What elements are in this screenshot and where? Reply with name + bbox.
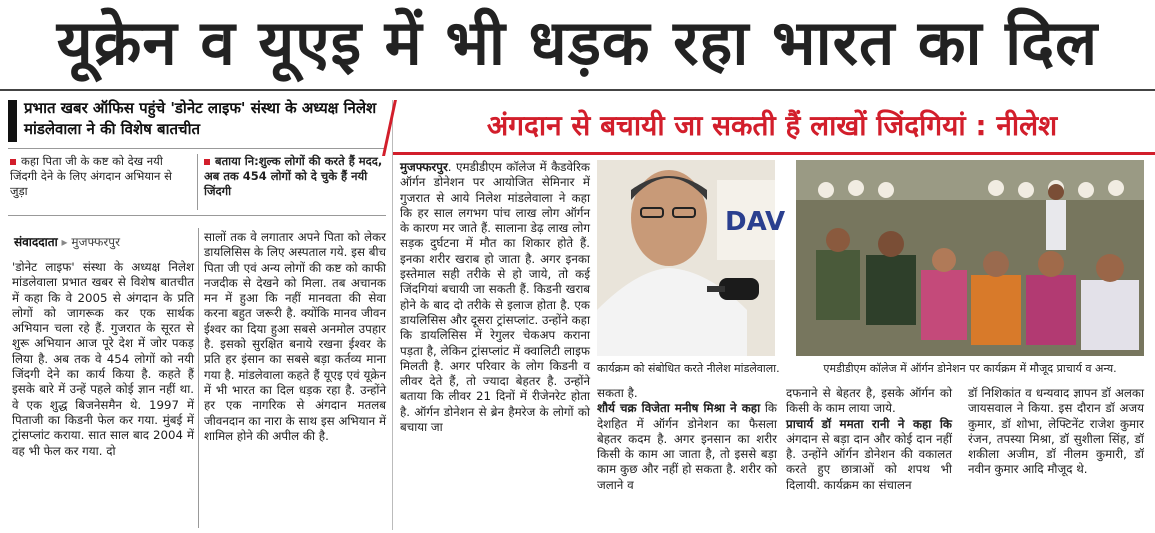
right-col-a: [400, 160, 590, 530]
title-rule: [393, 152, 1155, 155]
right-col-a-text: . एमडीडीएम कॉलेज में कैडवेरिक ऑर्गन डोनेशन पर आयोजित सेमिनार में गुजरात से आये निलेश मांडलेवाला ने कहा कि हर साल लगभग पांच लाख लोग ऑर्गन के कारण मर जाते हैं. सालाना डेढ़ लाख लोग सड़क दुर्घटना में मौत का शिकार होते हैं. इनका शरीर खराब हो जाता है. अगर इनका इस्तेमाल सही तरीके से हो जाये, तो कई जिंदगियां बचायी जा सकती हैं. किडनी खराब होने के बाद दो तरीके से इलाज होता है. एक डायलिसिस और दूसरा ट्रांसप्लांट. उन्होंने कहा कि डायलिसिस में रेगुलर चेकअप कराना पड़ता है, लेकिन ट्रांसप्लांट में क्वालिटी लाइफ मिलती है. अगर परिवार के लोग किडनी व लीवर देते हैं, तो ज्यादा बेहतर है. उन्होंने बताया कि लीवर 21 दिनों में रीजेनरेट होता है. ऑर्गन डोनेशन से ब्रेन हैमरेज के लोगों को बचाया जा: [400, 160, 590, 435]
right-story-title: अंगदान से बचायी जा सकती हैं लाखों जिंदगियां : नीलेश: [486, 109, 1058, 142]
bullet-2: [204, 154, 384, 199]
left-col-2: सालों तक वे लगातार अपने पिता को लेकर डायलिसिस के लिए अस्पताल गये. इस बीच पिता जी एवं अन्य लोगों की कष्ट को काफी नजदीक से देखने को मिला. तब अचानक मन में हुआ कि नहीं मानवता की सेवा करना बहुत जरूरी है. क्योंकि मानव जीवन ईश्वर का दिया हुआ सबसे अनमोल उपहार है. इसको सुरक्षित बनाये रखना ईश्वर के प्रति हर इंसान का सबसे बड़ा कर्तव्य माना गया है. मांडलेवाला कहते हैं यूएइ एवं यूक्रेन में भी भारत का दिल धड़क रहा है. उन्होंने हर एक नागरिक से अंगदान मतलब जीवनदान का नारा के साथ इस अभियान में शामिल होने की अपील की है.: [204, 230, 386, 443]
title-slant: [382, 100, 397, 156]
headline-rule: [0, 89, 1155, 91]
left-col-divider: [198, 228, 199, 528]
photo1-caption: कार्यक्रम को संबोधित करते नीलेश मांडलेवाला.: [597, 362, 780, 375]
photo-speaker: [597, 160, 786, 356]
svg-text:DAV: DAV: [725, 207, 786, 237]
intro-marker: [8, 100, 17, 142]
byline-arrow-icon: ▸: [61, 235, 68, 249]
right-col-d: डॉ निशिकांत व धन्यवाद ज्ञापन डॉ अलका जायसवाल ने किया. इस दौरान डॉ अजय कुमार, डॉ शोभा, लेफ्टिनेंट राजेश कुमार रंजन, तपस्या मिश्रा, डॉ सुशीला सिंह, डॉ शकीला अजीम, डॉ नीलम कुमारी, डॉ नवीन कुमार आदि मौजूद थे.: [968, 386, 1144, 477]
main-headline: यूक्रेन व यूएइ में भी धड़क रहा भारत का दिल: [56, 6, 1099, 79]
bullet-1-text: कहा पिता जी के कष्ट को देख नयी जिंदगी देने के लिए अंगदान अभियान से जुड़ा: [10, 154, 172, 198]
byline-label: संवाददाता: [14, 235, 58, 249]
bullet-icon: [10, 159, 16, 165]
right-col-b-text: कि देशहित में ऑर्गन डोनेशन का फैसला बेहतर कदम है. अगर इनसान का शरीर किसी के काम आ जाता है, तो इससे बड़ा काम कुछ और नहीं हो सकता है. शरीर को जलाने व: [597, 401, 777, 492]
byline: [14, 233, 199, 250]
right-col-b-kicker: शौर्य चक्र विजेता मनीष मिश्रा ने कहा: [597, 401, 761, 416]
dateline: मुजफ्फरपुर: [400, 160, 448, 174]
right-col-b-lead: सकता है.: [597, 386, 638, 400]
left-col-1: 'डोनेट लाइफ' संस्था के अध्यक्ष निलेश मांडलेवाला प्रभात खबर से विशेष बातचीत में कहा कि वे 2005 से अंगदान के प्रति लोगों को जागरूक कर एक सार्थक अभियान चला रहे हैं. गुजरात के सूरत से शुरू अभियान आज पूरे देश में जोर पकड़ लिया है. अब तक वे 454 लोगों को नयी जिंदगी देने का कार्य किया है. कहते हैं इसके बारे में उन्हें पहले कोई ज्ञान नहीं था. वे एक शुद्ध बिजनेसमैन थे. 1997 में पिताजी का किडनी फेल कर गया. मुंबई में ट्रांसप्लांट कराया. सात साल बाद 2004 में वह भी फेल कर गया. दो: [12, 260, 194, 458]
bullet-divider: [197, 154, 198, 210]
bullet-rule-top: [8, 148, 386, 149]
bullet-rule-bottom: [8, 215, 386, 216]
photo-audience: [796, 160, 1144, 356]
right-col-c-text: अंगदान से बड़ा दान और कोई दान नहीं है. उन्होंने ऑर्गन डोनेशन की वकालत करते हुए छात्राओं को शपथ भी दिलायी. कार्यक्रम का संचालन: [786, 431, 952, 492]
speaker-illustration: [597, 160, 786, 356]
right-col-c: [786, 386, 952, 530]
right-col-b: [597, 386, 777, 530]
right-col-c-kicker: प्राचार्य डॉ ममता रानी ने कहा कि: [786, 416, 952, 431]
bullet-icon: [204, 159, 210, 165]
bullet-2-text: बताया नि:शुल्क लोगों की करते हैं मदद, अब तक 454 लोगों को दे चुके हैं नयी जिंदगी: [204, 154, 383, 198]
intro-head: प्रभात खबर ऑफिस पहुंचे 'डोनेट लाइफ' संस्था के अध्यक्ष निलेश मांडलेवाला ने की विशेष बातचीत: [24, 99, 377, 138]
byline-place: मुजफ्फरपुर: [71, 235, 120, 249]
right-col-c-lead: दफनाने से बेहतर है, इसके ऑर्गन को किसी के काम लाया जाये.: [786, 386, 952, 416]
bullet-1: [10, 154, 190, 199]
photo2-caption: एमडीडीएम कॉलेज में ऑर्गन डोनेशन पर कार्यक्रम में मौजूद प्राचार्य व अन्य.: [823, 362, 1117, 375]
story-divider: [392, 100, 393, 530]
audience-illustration: [796, 160, 1144, 356]
